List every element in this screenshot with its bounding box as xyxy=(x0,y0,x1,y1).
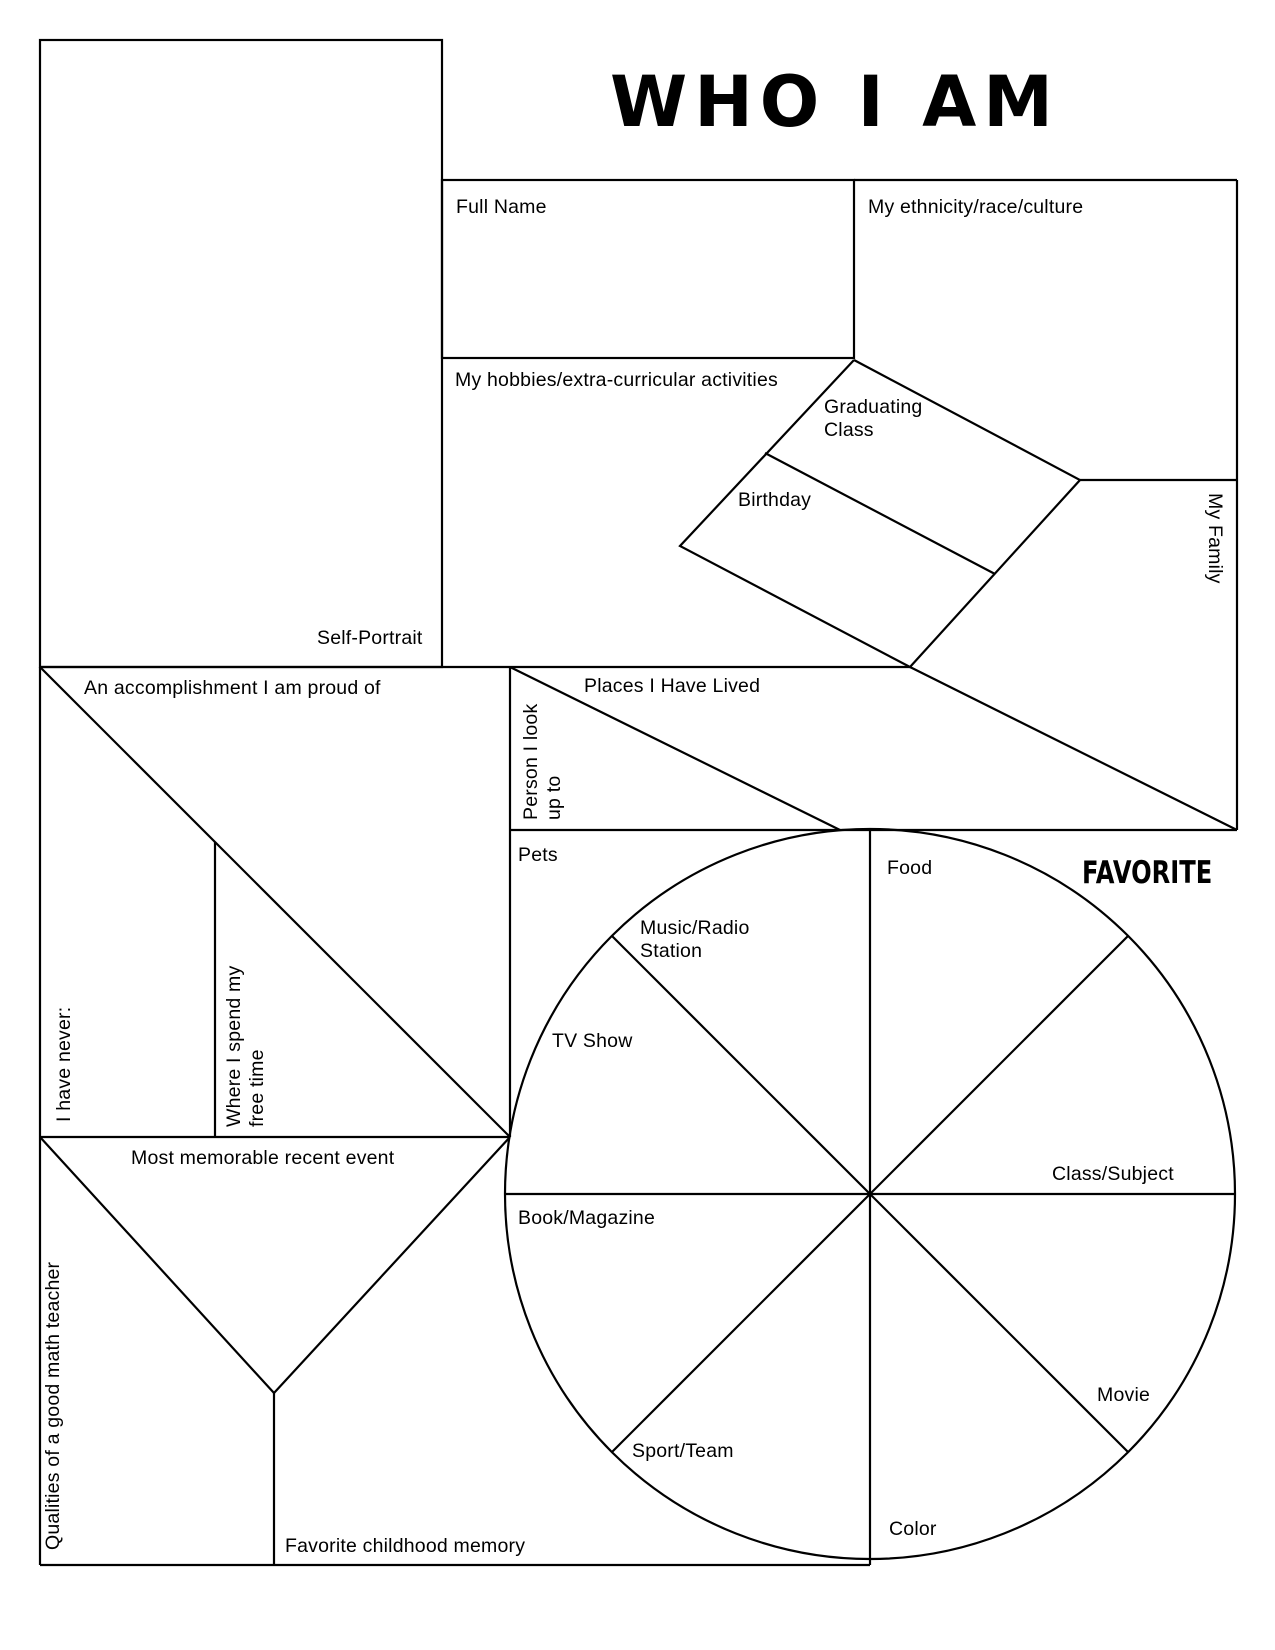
favorite-color-label: Color xyxy=(889,1518,937,1540)
favorite-music-label: Music/Radio Station xyxy=(640,917,750,962)
childhood-memory-label: Favorite childhood memory xyxy=(285,1535,526,1557)
self-portrait-label: Self-Portrait xyxy=(317,627,423,649)
birthday-label: Birthday xyxy=(738,489,812,511)
graduating-class-label: Graduating Class xyxy=(824,396,923,441)
favorite-food-label: Food xyxy=(887,857,933,879)
parallelogram-divider xyxy=(765,453,995,574)
math-teacher-label: Qualities of a good math teacher xyxy=(42,1261,64,1550)
free-time-label: Where I spend my free time xyxy=(223,965,268,1127)
full-name-label: Full Name xyxy=(456,196,547,218)
pets-label: Pets xyxy=(518,844,558,866)
i-have-never-label: I have never: xyxy=(53,1006,75,1122)
places-lived-label: Places I Have Lived xyxy=(584,675,761,697)
hobbies-label: My hobbies/extra-curricular activities xyxy=(455,369,778,391)
self-portrait-frame xyxy=(40,40,442,667)
favorite-book-magazine-label: Book/Magazine xyxy=(518,1207,656,1229)
favorite-sport-team-label: Sport/Team xyxy=(632,1440,734,1462)
accomplishment-label: An accomplishment I am proud of xyxy=(84,677,381,699)
favorite-class-subject-label: Class/Subject xyxy=(1052,1163,1174,1185)
page-title: WHO I AM xyxy=(610,61,1060,143)
places-diagonal xyxy=(910,667,1237,830)
event-triangle xyxy=(40,1137,510,1393)
accomplishment-diagonal xyxy=(40,667,510,1137)
favorite-heading: FAVORITE xyxy=(1082,855,1213,891)
person-look-up-to-label: Person I look up to xyxy=(520,703,565,820)
favorite-tv-show-label: TV Show xyxy=(552,1030,633,1052)
ethnicity-label: My ethnicity/race/culture xyxy=(868,196,1084,218)
memorable-event-label: Most memorable recent event xyxy=(131,1147,395,1169)
favorite-movie-label: Movie xyxy=(1097,1384,1151,1406)
my-family-label: My Family xyxy=(1204,493,1226,584)
